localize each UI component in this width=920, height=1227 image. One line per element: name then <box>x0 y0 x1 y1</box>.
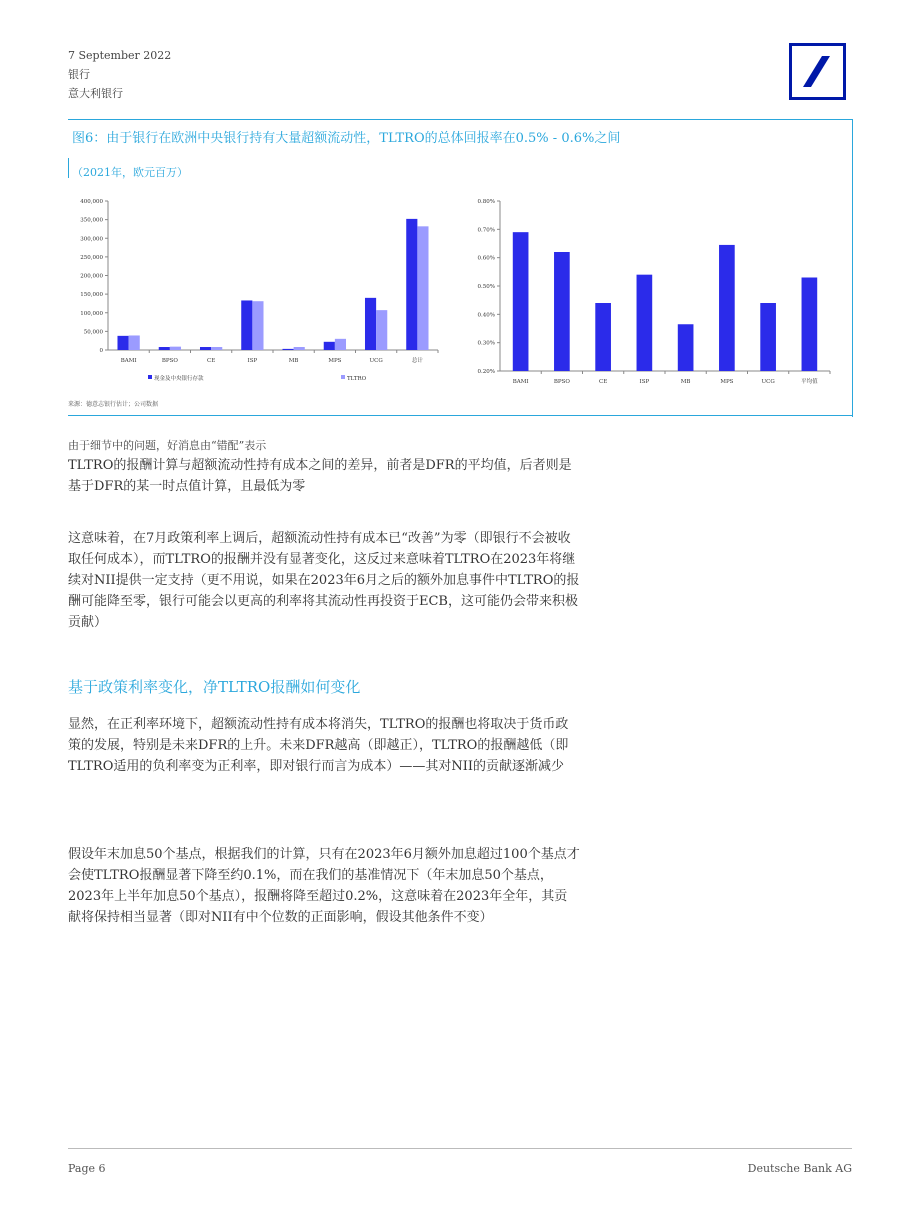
report-sector: 银行 <box>68 68 90 81</box>
bar-mps-0 <box>719 245 735 371</box>
bar-mps-0 <box>324 342 335 350</box>
y-tick-label: 0.40% <box>477 312 495 319</box>
bar-ucg-0 <box>365 298 376 350</box>
x-tick-label: 总计 <box>411 358 423 364</box>
x-tick-label: CE <box>599 379 608 385</box>
x-tick-label: 平均值 <box>801 379 818 385</box>
x-tick-label: ISP <box>247 358 258 364</box>
paragraph-1: TLTRO的报酬计算与超额流动性持有成本之间的差异，前者是DFR的平均值，后者则是基于DFR的某一时点值计算，且最低为零 <box>68 458 572 494</box>
bar-总计-1 <box>417 226 428 350</box>
report-header <box>68 46 171 103</box>
bar-bami-0 <box>117 336 128 350</box>
bar-ucg-0 <box>760 303 776 371</box>
figure-bottom-rule <box>68 415 852 416</box>
paragraph-3: 显然，在正利率环境下，超额流动性持有成本将消失，TLTRO的报酬也将取决于货币政策的发展，特别是未来DFR的上升。未来DFR越高（即越正），TLTRO的报酬越低（即TLTRO适用的负利率变为正利率，即对银行而言为成本）——其对NII的贡献逐渐减少 <box>68 717 569 774</box>
y-tick-label: 0.70% <box>477 227 495 234</box>
x-tick-label: MB <box>288 358 299 364</box>
bar-mb-1 <box>294 347 305 350</box>
paragraph-4: 假设年末加息50个基点，根据我们的计算，只有在2023年6月额外加息超过100个基点才会使TLTRO报酬显著下降至约0.1%，而在我们的基准情况下（年末加息50个基点，2023年上半年加息50个基点），报酬将降至超过0.2%，这意味着在2023年全年，其贡献将保持相当显著（即对NII有中个位数的正面影响，假设其他条件不变） <box>68 847 580 925</box>
report-region: 意大利银行 <box>68 87 123 100</box>
y-tick-label: 0.20% <box>477 369 495 375</box>
x-tick-label: BAMI <box>120 358 137 364</box>
bar-bpso-1 <box>170 347 181 350</box>
y-tick-label: 250,000 <box>80 254 103 261</box>
bar-mb-0 <box>282 349 293 350</box>
section-heading: 基于政策利率变化，净TLTRO报酬如何变化 <box>68 678 361 696</box>
bar-平均值-0 <box>802 278 818 372</box>
x-tick-label: UCG <box>761 379 775 385</box>
chart-tltro-return <box>455 192 845 392</box>
bar-总计-0 <box>406 219 417 350</box>
deutsche-bank-logo-icon <box>789 43 846 100</box>
y-tick-label: 50,000 <box>83 329 103 336</box>
chart-cash-vs-tltro <box>68 192 448 392</box>
y-tick-label: 0 <box>99 348 103 354</box>
bar-mps-1 <box>335 339 346 350</box>
legend-swatch-1 <box>341 375 345 379</box>
bar-isp-0 <box>637 275 653 371</box>
bar-isp-1 <box>252 301 263 350</box>
bar-ucg-1 <box>376 310 387 350</box>
bar-ce-0 <box>595 303 611 371</box>
x-tick-label: MPS <box>328 358 342 364</box>
figure-subtitle-marker <box>68 158 69 178</box>
x-tick-label: MPS <box>720 379 734 385</box>
report-date: 7 September 2022 <box>68 49 172 62</box>
x-tick-label: BAMI <box>512 379 529 385</box>
page-number: Page 6 <box>68 1162 106 1175</box>
x-tick-label: BPSO <box>161 358 178 364</box>
y-tick-label: 0.30% <box>477 340 495 347</box>
note-text: 由于细节中的问题，好消息由“错配”表示 <box>68 439 267 452</box>
bar-isp-0 <box>241 300 252 350</box>
y-tick-label: 0.50% <box>477 284 495 290</box>
legend-label-1: TLTRO <box>347 376 367 382</box>
x-tick-label: CE <box>207 358 216 364</box>
bar-bami-1 <box>129 335 140 350</box>
y-tick-label: 150,000 <box>80 292 103 299</box>
y-tick-label: 300,000 <box>80 236 103 243</box>
figure-source: 来源：德意志银行估计；公司数据 <box>68 401 159 408</box>
bar-bami-0 <box>513 232 529 371</box>
x-tick-label: ISP <box>639 379 650 385</box>
y-tick-label: 350,000 <box>80 217 103 224</box>
bar-bpso-0 <box>554 252 570 371</box>
x-tick-label: BPSO <box>553 379 570 385</box>
x-tick-label: UCG <box>369 358 383 364</box>
legend-swatch-0 <box>148 375 152 379</box>
footer-rule <box>68 1148 852 1149</box>
y-tick-label: 0.60% <box>477 255 495 262</box>
y-tick-label: 0.80% <box>477 199 495 205</box>
figure-title: 图6：由于银行在欧洲中央银行持有大量超额流动性，TLTRO的总体回报率在0.5% - 0.6%之间 <box>72 131 621 146</box>
y-tick-label: 100,000 <box>80 310 103 317</box>
bar-ce-0 <box>200 347 211 350</box>
x-tick-label: MB <box>680 379 691 385</box>
y-tick-label: 400,000 <box>80 199 103 205</box>
y-tick-label: 200,000 <box>80 273 103 280</box>
bar-bpso-0 <box>159 347 170 350</box>
bar-ce-1 <box>211 347 222 350</box>
footer-company: Deutsche Bank AG <box>747 1162 852 1175</box>
bar-mb-0 <box>678 324 694 371</box>
figure-subtitle: （2021年，欧元百万） <box>72 166 188 179</box>
paragraph-2: 这意味着，在7月政策利率上调后，超额流动性持有成本已“改善”为零（即银行不会被收取任何成本），而TLTRO的报酬并没有显著变化，这反过来意味着TLTRO在2023年将继续对NII提供一定支持（更不用说，如果在2023年6月之后的额外加息事件中TLTRO的报酬可能降至零，银行可能会以更高的利率将其流动性再投资于ECB，这可能仍会带来积极贡献） <box>68 531 580 630</box>
legend-label-0: 现金及中央银行存款 <box>154 376 204 382</box>
